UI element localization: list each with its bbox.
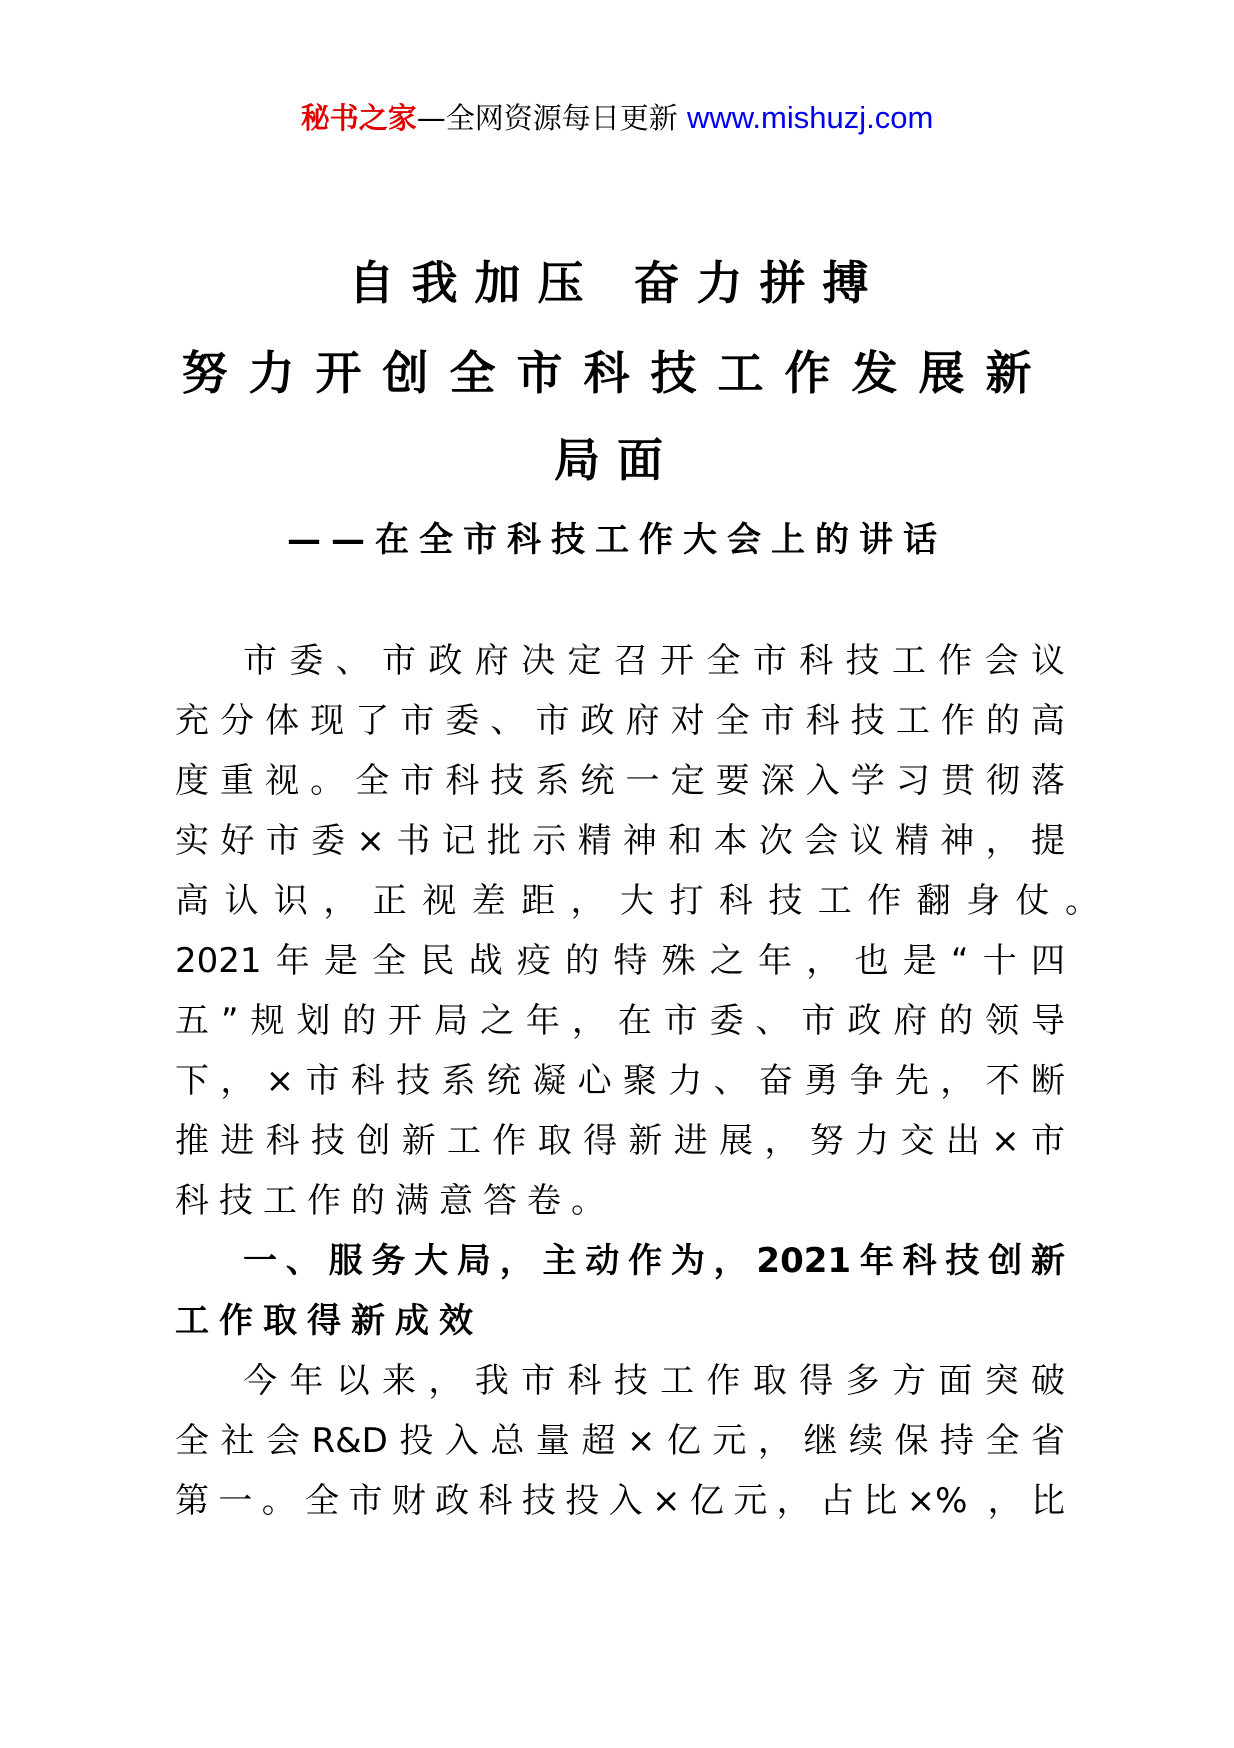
body-line: 实好市委×书记批示精神和本次会议精神，提 xyxy=(175,821,1065,861)
section-heading-line: 工作取得新成效 xyxy=(175,1301,483,1341)
title-line-3: 局面 xyxy=(554,433,680,487)
body-line: 高认识，正视差距，大打科技工作翻身仗。 xyxy=(175,881,1099,921)
body-line: 科技工作的满意答卷。 xyxy=(175,1181,615,1221)
title-line-2: 努力开创全市科技工作发展新 xyxy=(181,346,1053,400)
body-line: 今年以来，我市科技工作取得多方面突破 xyxy=(243,1361,1065,1401)
body-line: 2021年是全民战疫的特殊之年，也是“十四 xyxy=(175,941,1065,981)
speech-body xyxy=(175,631,1099,1531)
body-line: 全社会R&D投入总量超×亿元，继续保持全省 xyxy=(175,1421,1065,1461)
body-line: 五”规划的开局之年，在市委、市政府的领导 xyxy=(175,1001,1065,1041)
subtitle: ——在全市科技工作大会上的讲话 xyxy=(287,520,947,560)
body-line: 下，×市科技系统凝心聚力、奋勇争先，不断 xyxy=(175,1061,1065,1101)
body-line: 市委、市政府决定召开全市科技工作会议 xyxy=(243,641,1065,681)
body-line: 第一。全市财政科技投入×亿元，占比×% ，比 xyxy=(175,1481,1065,1521)
site-url[interactable]: www.mishuzj.com xyxy=(686,100,934,135)
site-tagline: —全网资源每日更新 xyxy=(416,101,687,135)
site-banner xyxy=(0,98,1234,138)
body-line: 度重视。全市科技系统一定要深入学习贯彻落 xyxy=(175,761,1065,801)
body-line: 充分体现了市委、市政府对全市科技工作的高 xyxy=(175,701,1065,741)
body-line: 推进科技创新工作取得新进展，努力交出×市 xyxy=(175,1121,1065,1161)
section-heading-line: 一、服务大局，主动作为，2021年科技创新 xyxy=(243,1241,1065,1281)
title-line-1: 自我加压 奋力拼搏 xyxy=(348,256,886,310)
site-name: 秘书之家 xyxy=(300,101,417,135)
